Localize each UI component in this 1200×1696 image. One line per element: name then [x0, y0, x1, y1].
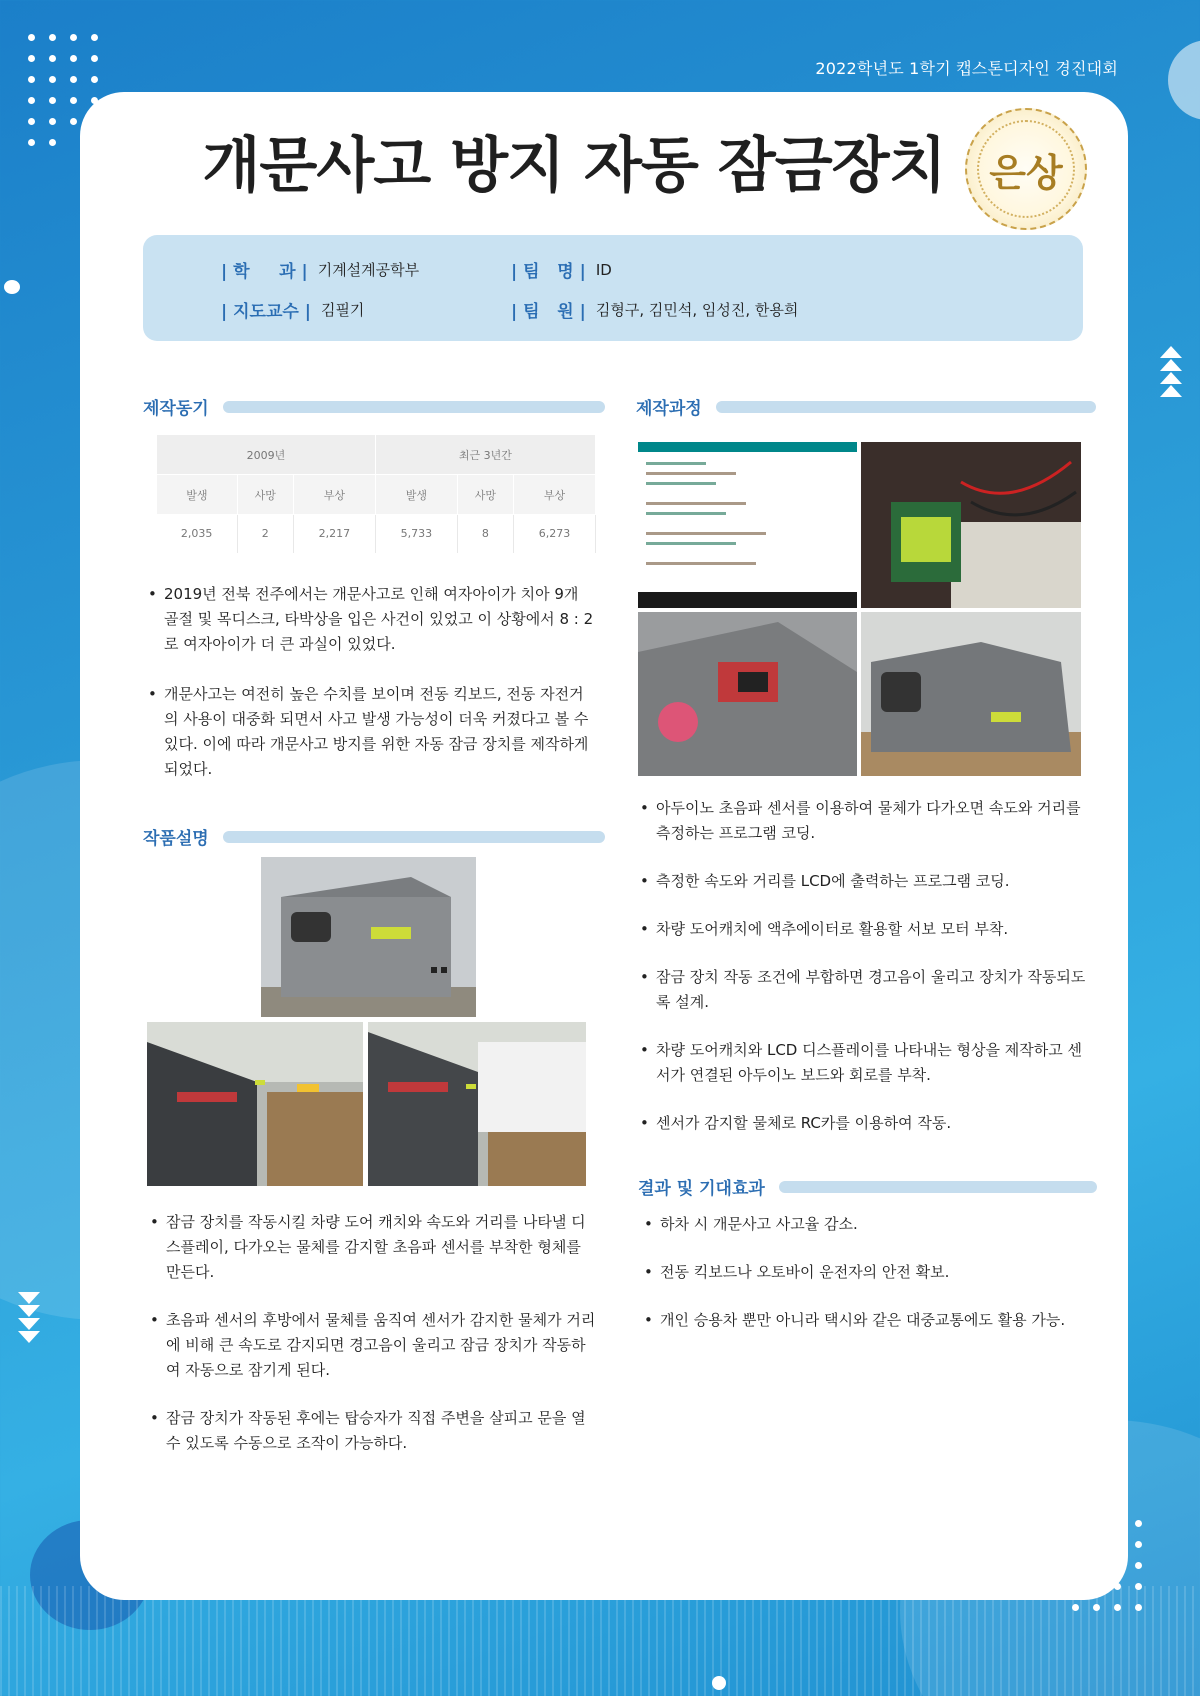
department-key: | 학 과 | — [221, 262, 308, 282]
stats-cell: 5,733 — [375, 515, 457, 553]
section-process-title: 제작과정 — [636, 399, 702, 419]
list-item: • 잠금 장치 작동 조건에 부합하면 경고음이 울리고 장치가 작동되도록 설계. — [638, 965, 1088, 1015]
stats-col-header: 사망 — [237, 475, 293, 515]
list-item: • 아두이노 초음파 센서를 이용하여 물체가 다가오면 속도와 거리를 측정하는 프로그램 코딩. — [638, 796, 1088, 846]
test-photo — [368, 1022, 586, 1186]
down-arrows-icon — [18, 1292, 40, 1343]
info-professor — [221, 297, 364, 322]
stats-group-header: 2009년 — [157, 435, 376, 475]
assembly-photo-graphic — [638, 612, 857, 776]
section-motive — [143, 394, 605, 419]
process-list — [638, 796, 1088, 1136]
award-label: 은상 — [989, 150, 1063, 195]
info-team-name — [511, 257, 612, 282]
section-bar — [223, 831, 605, 843]
stats-group-header: 최근 3년간 — [375, 435, 595, 475]
list-item: • 차량 도어캐치와 LCD 디스플레이를 나타내는 형상을 제작하고 센서가 연결된 아두이노 보드와 회로를 부착. — [638, 1038, 1088, 1088]
contest-label: 2022학년도 1학기 캡스톤디자인 경진대회 — [815, 59, 1118, 78]
stats-cell: 2,035 — [157, 515, 238, 553]
stats-cell: 2,217 — [293, 515, 375, 553]
test-photo — [147, 1022, 363, 1186]
stats-col-header: 발생 — [375, 475, 457, 515]
list-item: • 차량 도어캐치에 액추에이터로 활용할 서보 모터 부착. — [638, 917, 1088, 942]
background-blob — [4, 280, 20, 294]
team-info-panel — [143, 235, 1083, 341]
test-photo-graphic — [368, 1022, 586, 1186]
result-list — [642, 1212, 1088, 1333]
device-photo — [261, 857, 476, 1017]
finished-device-graphic — [861, 612, 1081, 776]
members-value: 김형구, 김민석, 임성진, 한용희 — [595, 301, 799, 319]
stats-col-header: 사망 — [457, 475, 513, 515]
members-key: | 팀 원 | — [511, 302, 586, 322]
stats-col-header: 부상 — [513, 475, 595, 515]
section-motive-title: 제작동기 — [143, 399, 209, 419]
section-bar — [223, 401, 605, 413]
device-photo-graphic — [261, 857, 476, 1017]
stats-cell: 8 — [457, 515, 513, 553]
team-name-value: ID — [595, 260, 612, 279]
list-item: • 개인 승용차 뿐만 아니라 택시와 같은 대중교통에도 활용 가능. — [642, 1308, 1088, 1333]
stats-cell: 2 — [237, 515, 293, 553]
list-item: • 측정한 속도와 거리를 LCD에 출력하는 프로그램 코딩. — [638, 869, 1088, 894]
list-item: • 잠금 장치를 작동시킬 차량 도어 캐치와 속도와 거리를 나타낼 디스플레이, 다가오는 물체를 감지할 초음파 센서를 부착한 형체를 만든다. — [148, 1210, 596, 1285]
description-list — [148, 1210, 596, 1456]
section-result-title: 결과 및 기대효과 — [638, 1179, 765, 1199]
lcd-breadboard-photo — [861, 442, 1081, 608]
list-item: • 전동 킥보드나 오토바이 운전자의 안전 확보. — [642, 1260, 1088, 1285]
team-name-key: | 팀 명 | — [511, 262, 586, 282]
code-screenshot — [638, 442, 857, 608]
background-blob — [1168, 40, 1200, 120]
poster-title: 개문사고 방지 자동 잠금장치 — [202, 131, 946, 201]
assembly-photo — [638, 612, 857, 776]
section-description — [143, 824, 605, 849]
section-result — [638, 1174, 1097, 1199]
section-bar — [716, 401, 1096, 413]
list-item: • 잠금 장치가 작동된 후에는 탑승자가 직접 주변을 살피고 문을 열 수 있도록 수동으로 조작이 가능하다. — [148, 1406, 596, 1456]
info-members — [511, 297, 798, 322]
info-department — [221, 257, 419, 282]
list-item: • 하차 시 개문사고 사고율 감소. — [642, 1212, 1088, 1237]
list-item: • 개문사고는 여전히 높은 수치를 보이며 전동 킥보드, 전동 자전거의 사용이 대중화 되면서 사고 발생 가능성이 더욱 커졌다고 볼 수 있다. 이에 따라 개문사고 방지를 위한 자동 잠금 장치를 제작하게 되었다. — [146, 682, 596, 782]
finished-device-photo — [861, 612, 1081, 776]
department-value: 기계설계공학부 — [317, 261, 420, 279]
professor-key: | 지도교수 | — [221, 302, 311, 322]
professor-value: 김필기 — [320, 301, 365, 319]
test-photo-graphic — [147, 1022, 363, 1186]
up-arrows-icon — [1160, 346, 1182, 397]
award-medal — [965, 108, 1087, 230]
lcd-breadboard-graphic — [861, 442, 1081, 608]
section-bar — [779, 1181, 1097, 1193]
section-process — [636, 394, 1096, 419]
code-screenshot-graphic — [638, 442, 857, 608]
stats-cell: 6,273 — [513, 515, 595, 553]
stats-col-header: 발생 — [157, 475, 238, 515]
list-item: • 센서가 감지할 물체로 RC카를 이용하여 작동. — [638, 1111, 1088, 1136]
list-item: • 초음파 센서의 후방에서 물체를 움직여 센서가 감지한 물체가 거리에 비해 큰 속도로 감지되면 경고음이 울리고 잠금 장치가 작동하여 자동으로 잠기게 된다. — [148, 1308, 596, 1383]
stats-col-header: 부상 — [293, 475, 375, 515]
background-stripes — [0, 1586, 1200, 1696]
list-item: • 2019년 전북 전주에서는 개문사고로 인해 여자아이가 치아 9개 골절 및 목디스크, 타박상을 입은 사건이 있었고 이 상황에서 8 : 2로 여자아이가 더 큰 과실이 있었다. — [146, 582, 596, 657]
motive-list — [146, 582, 596, 782]
section-description-title: 작품설명 — [143, 829, 209, 849]
accident-stats-table — [156, 434, 596, 553]
